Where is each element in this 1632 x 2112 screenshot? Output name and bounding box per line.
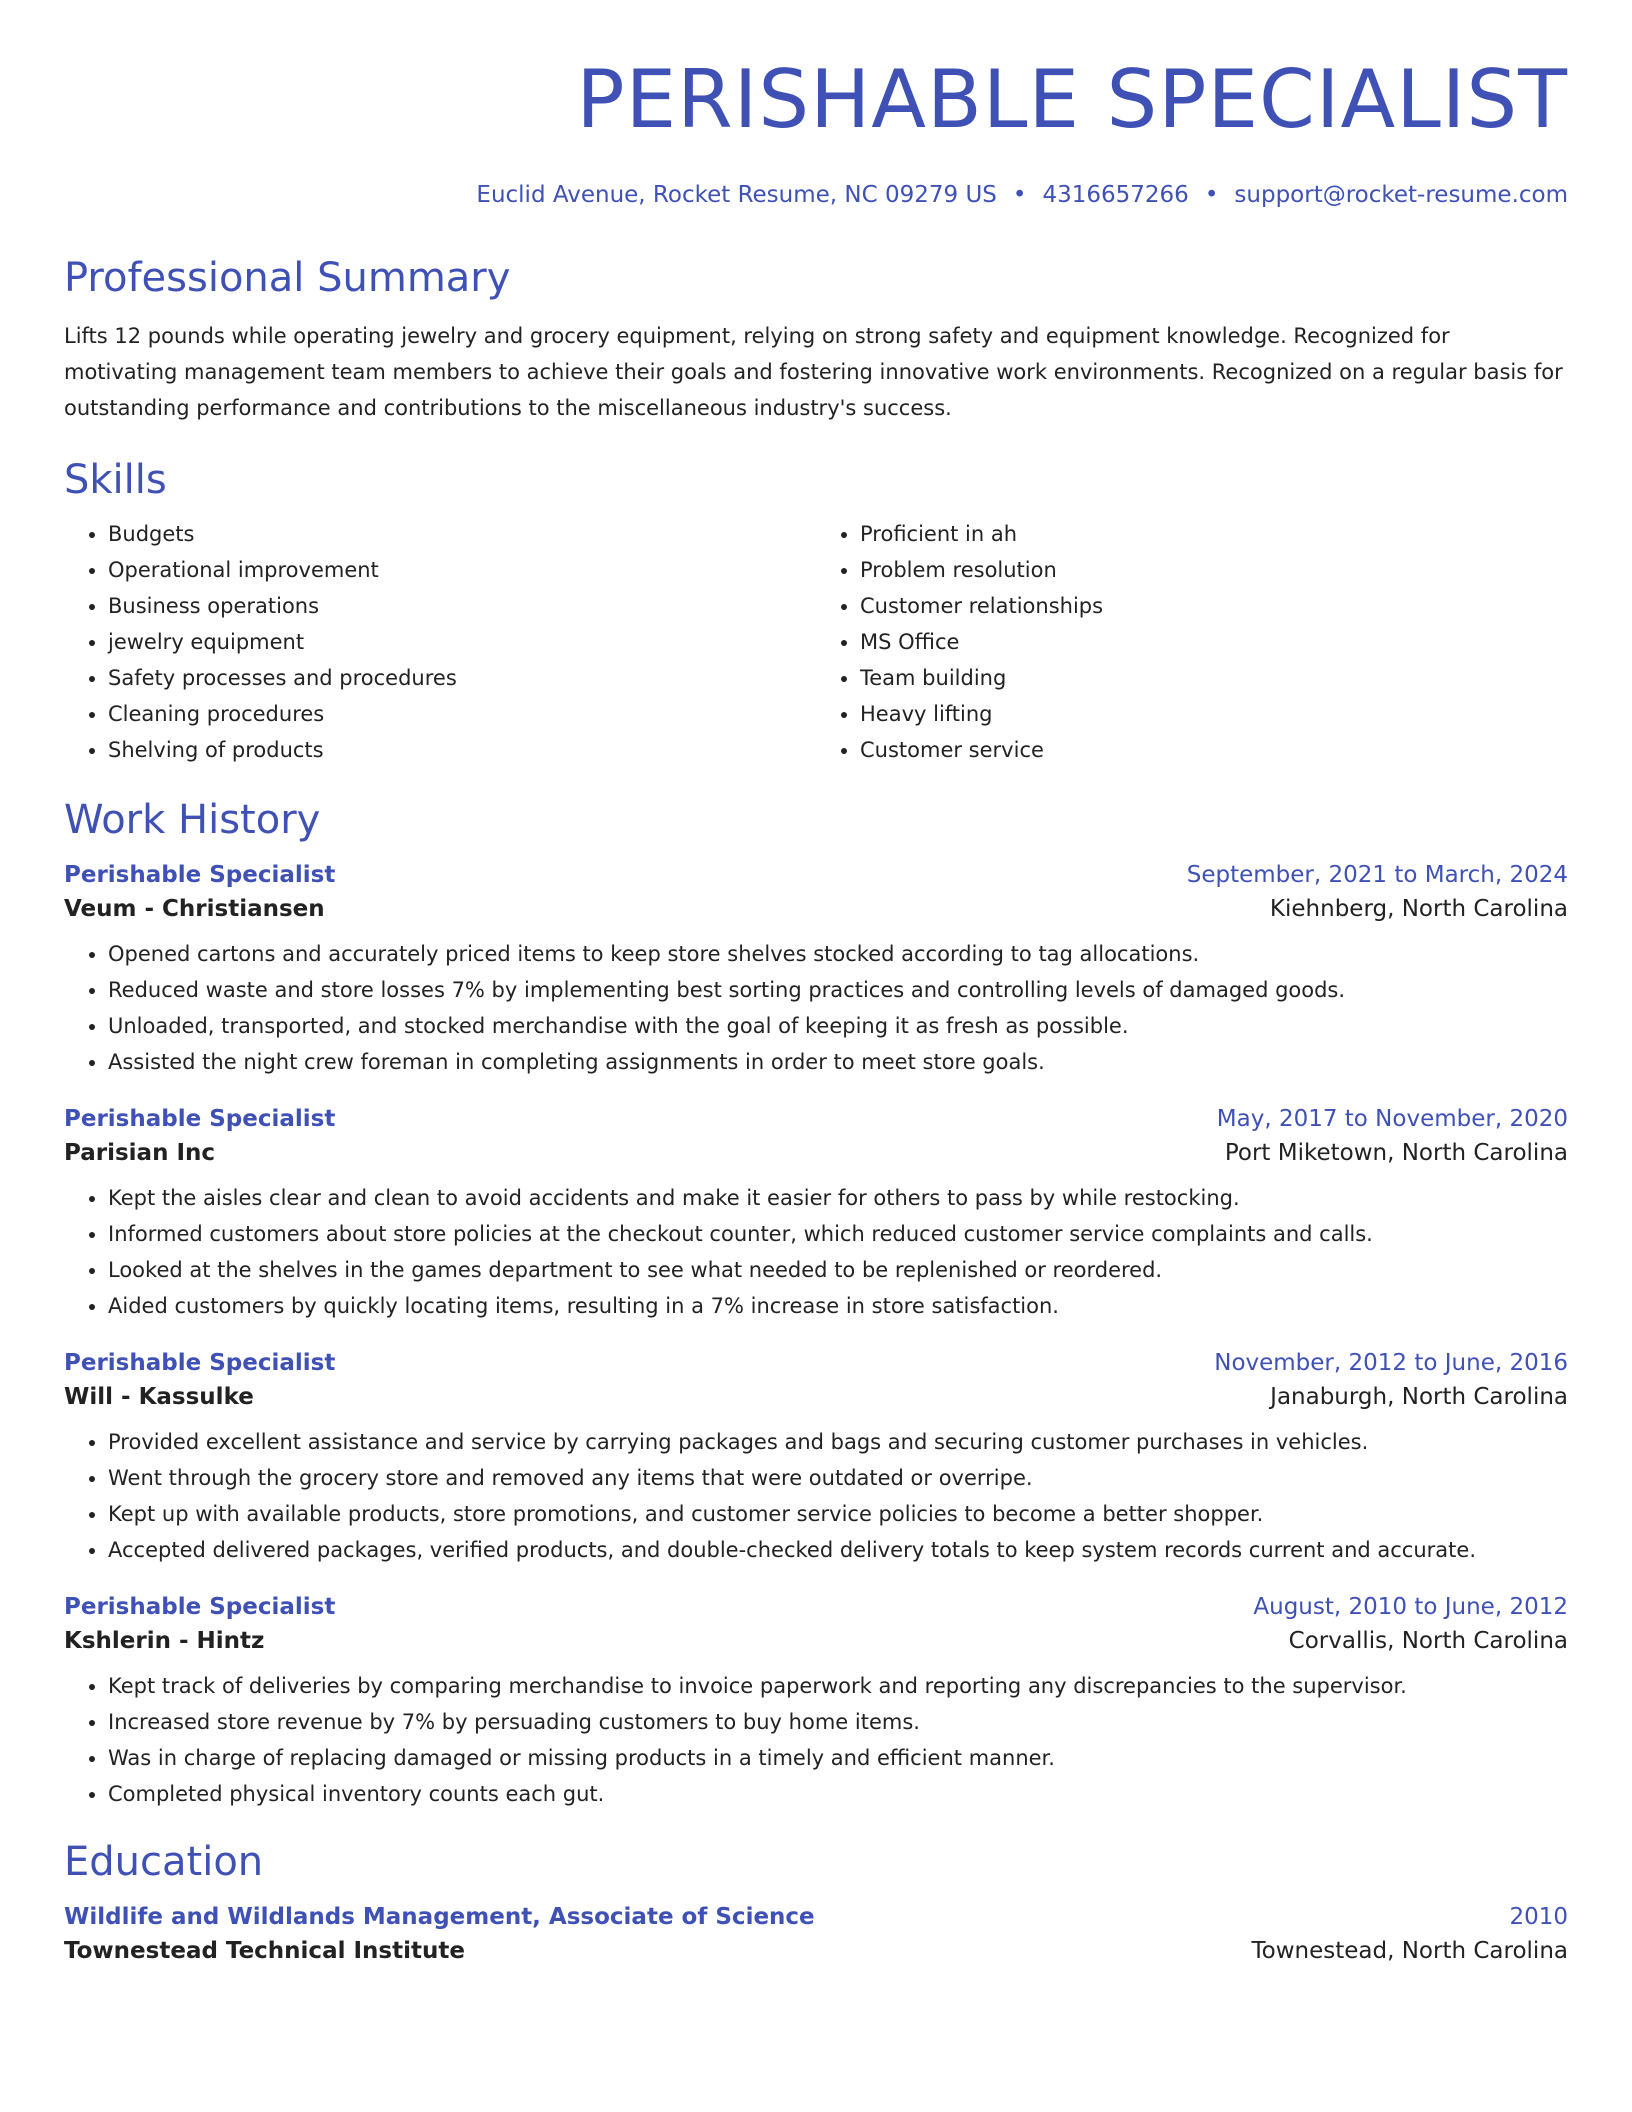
summary-heading: Professional Summary [64,254,511,301]
skill-item: • Business operations [108,588,816,624]
contact-email[interactable]: support@rocket-resume.com [1234,182,1568,208]
job-entry [64,1106,1568,1324]
job-bullet: • Was in charge of replacing damaged or missing products in a timely and efficient manner. [108,1740,1568,1776]
job-bullet: • Went through the grocery store and removed any items that were outdated or overripe. [108,1460,1568,1496]
skill-item: • Problem resolution [860,552,1568,588]
resume-page [64,0,1568,1964]
job-bullets [64,1424,1568,1568]
job-bullet: • Kept the aisles clear and clean to avoid accidents and make it easier for others to pass by while restocking. [108,1180,1568,1216]
job-bullets [64,936,1568,1080]
job-employer: Veum - Christiansen [64,895,325,922]
skill-item: • Budgets [108,516,816,552]
education-heading: Education [64,1838,264,1885]
job-employer: Parisian Inc [64,1139,216,1166]
skill-item: • Shelving of products [108,732,816,768]
skill-item: • Operational improvement [108,552,816,588]
job-dates: September, 2021 to March, 2024 [1186,861,1568,888]
education-entry [64,1904,1568,1964]
edu-school: Townestead Technical Institute [64,1937,465,1964]
skill-item: • Team building [860,660,1568,696]
job-dates: May, 2017 to November, 2020 [1216,1105,1568,1132]
job-dates: November, 2012 to June, 2016 [1214,1349,1568,1376]
job-bullet: • Looked at the shelves in the games department to see what needed to be replenished or reordered. [108,1252,1568,1288]
job-employer: Kshlerin - Hintz [64,1627,265,1654]
skill-item: • Proficient in ah [860,516,1568,552]
job-title: Perishable Specialist [64,861,336,888]
job-employer: Will - Kassulke [64,1383,254,1410]
job-title: Perishable Specialist [64,1349,336,1376]
job-bullets [64,1668,1568,1812]
job-bullet: • Opened cartons and accurately priced items to keep store shelves stocked according to tag allocations. [108,936,1568,972]
job-bullet: • Unloaded, transported, and stocked merchandise with the goal of keeping it as fresh as possible. [108,1008,1568,1044]
job-entry [64,862,1568,1080]
contact-address: Euclid Avenue, Rocket Resume, NC 09279 US [476,182,997,208]
job-location: Port Miketown, North Carolina [1224,1139,1568,1166]
job-bullet: • Increased store revenue by 7% by persuading customers to buy home items. [108,1704,1568,1740]
job-location: Janaburgh, North Carolina [1270,1383,1568,1410]
job-bullet: • Aided customers by quickly locating items, resulting in a 7% increase in store satisfaction. [108,1288,1568,1324]
job-title: Perishable Specialist [64,1593,336,1620]
skill-item: • Customer service [860,732,1568,768]
job-entry [64,1350,1568,1568]
job-bullet: • Reduced waste and store losses 7% by implementing best sorting practices and controlling levels of damaged goods. [108,972,1568,1008]
skill-item: • MS Office [860,624,1568,660]
job-location: Corvallis, North Carolina [1288,1627,1568,1654]
skill-item: • jewelry equipment [108,624,816,660]
skills-list-left [64,516,816,768]
job-bullet: • Kept up with available products, store promotions, and customer service policies to become a better shopper. [108,1496,1568,1532]
contact-line [64,182,1568,210]
skills-grid [64,516,1568,768]
edu-degree: Wildlife and Wildlands Management, Associate of Science [64,1903,815,1930]
contact-separator: • [1012,182,1027,208]
job-bullet: • Accepted delivered packages, verified products, and double-checked delivery totals to keep system records current and accurate. [108,1532,1568,1568]
edu-year: 2010 [1509,1903,1568,1930]
job-bullet: • Provided excellent assistance and service by carrying packages and bags and securing customer purchases in vehicles. [108,1424,1568,1460]
skill-item: • Cleaning procedures [108,696,816,732]
skill-item: • Safety processes and procedures [108,660,816,696]
summary-text: Lifts 12 pounds while operating jewelry and grocery equipment, relying on strong safety and equipment knowledge. Recognized for motivating management team members to achieve their goals and fostering innovative work environments. Recognized on a regular basis for outstanding performance and contributions to the miscellaneous industry's success. [64,323,1563,420]
skills-heading: Skills [64,456,167,503]
job-dates: August, 2010 to June, 2012 [1253,1593,1568,1620]
skill-item: • Customer relationships [860,588,1568,624]
skills-list-right [816,516,1568,768]
resume-title: PERISHABLE SPECIALIST [576,53,1568,146]
job-bullets [64,1180,1568,1324]
job-bullet: • Assisted the night crew foreman in completing assignments in order to meet store goals. [108,1044,1568,1080]
job-location: Kiehnberg, North Carolina [1269,895,1568,922]
skill-item: • Heavy lifting [860,696,1568,732]
job-bullet: • Completed physical inventory counts each gut. [108,1776,1568,1812]
job-entry [64,1594,1568,1812]
job-bullet: • Kept track of deliveries by comparing merchandise to invoice paperwork and reporting any discrepancies to the supervisor. [108,1668,1568,1704]
edu-location: Townestead, North Carolina [1251,1937,1568,1964]
job-title: Perishable Specialist [64,1105,336,1132]
contact-phone[interactable]: 4316657266 [1042,182,1189,208]
contact-separator: • [1204,182,1219,208]
job-bullet: • Informed customers about store policies at the checkout counter, which reduced customer service complaints and calls. [108,1216,1568,1252]
work-history-heading: Work History [64,796,321,843]
